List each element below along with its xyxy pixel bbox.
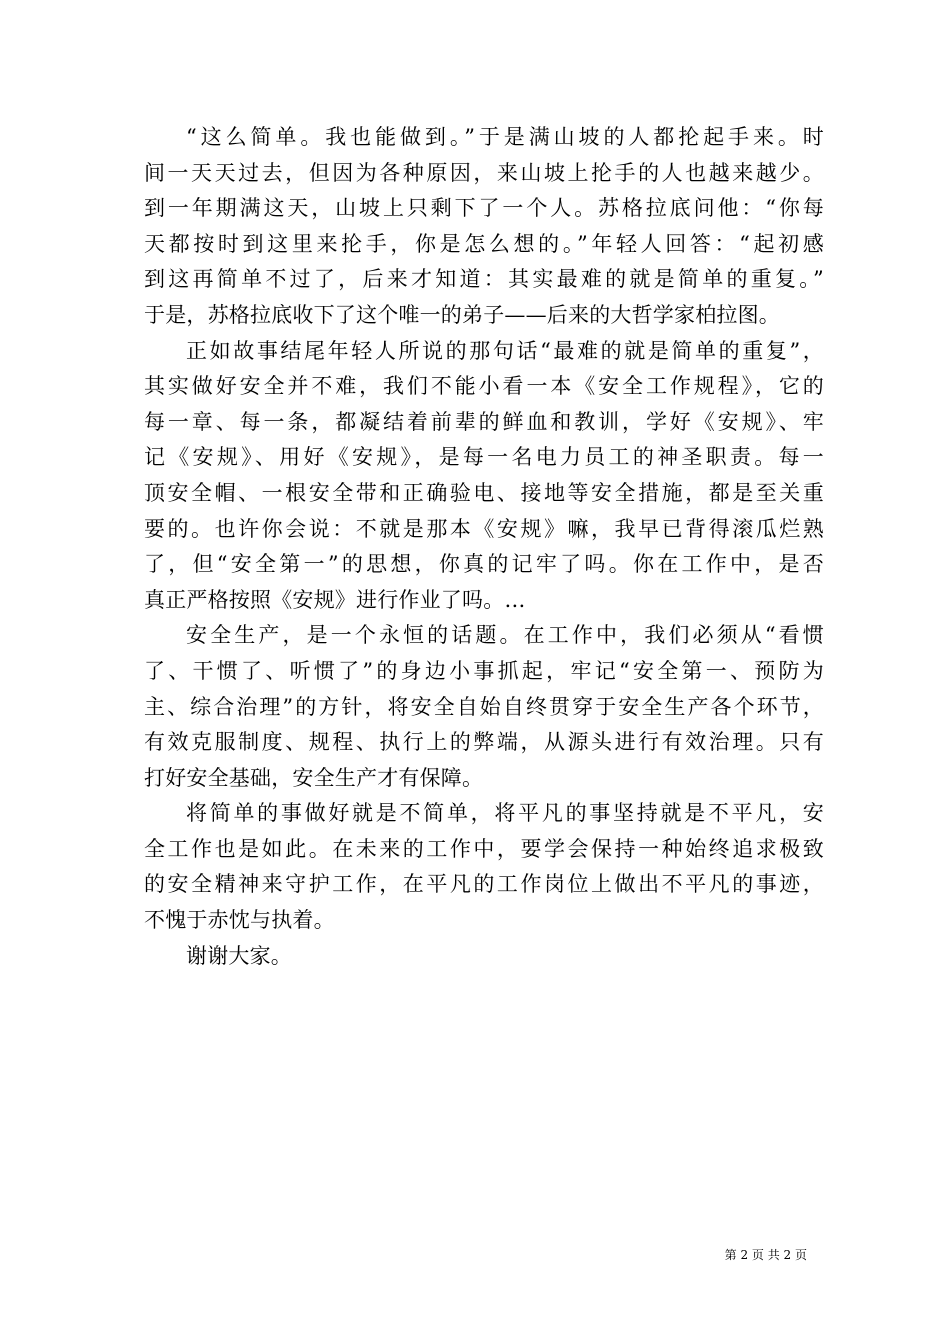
paragraph-3-line-3: 主、综合治理”的方针，将安全自始自终贯穿于安全生产各个环节， (144, 694, 824, 719)
paragraph-1-line-2: 间一天天过去，但因为各种原因，来山坡上抡手的人也越来越少。 (144, 160, 824, 185)
paragraph-2-line-8: 真正严格按照《安规》进行作业了吗。… (144, 587, 526, 612)
closing-line: 谢谢大家。 (186, 943, 292, 968)
paragraph-2-line-1: 正如故事结尾年轻人所说的那句话“最难的就是简单的重复”， (186, 338, 824, 363)
paragraph-2-line-2: 其实做好安全并不难，我们不能小看一本《安全工作规程》，它的 (144, 374, 824, 399)
paragraph-2-line-5: 顶安全帽、一根安全带和正确验电、接地等安全措施，都是至关重 (144, 480, 824, 505)
paragraph-1-line-4: 天都按时到这里来抡手，你是怎么想的。”年轻人回答：“起初感 (144, 231, 824, 256)
paragraph-2-line-6: 要的。也许你会说：不就是那本《安规》嘛，我早已背得滚瓜烂熟 (144, 516, 824, 541)
document-body (144, 120, 824, 974)
paragraph-4-line-1: 将简单的事做好就是不简单，将平凡的事坚持就是不平凡，安 (186, 801, 824, 826)
paragraph-4-line-4: 不愧于赤忱与执着。 (144, 908, 335, 933)
paragraph-1-line-6: 于是，苏格拉底收下了这个唯一的弟子——后来的大哲学家柏拉图。 (144, 302, 780, 327)
paragraph-2-line-4: 记《安规》、用好《安规》，是每一名电力员工的神圣职责。每一 (144, 445, 824, 470)
paragraph-4-line-3: 的安全精神来守护工作，在平凡的工作岗位上做出不平凡的事迹， (144, 872, 824, 897)
page-number-label: 第 2 页 共 2 页 (724, 1248, 807, 1262)
paragraph-3-line-4: 有效克服制度、规程、执行上的弊端，从源头进行有效治理。只有 (144, 730, 824, 755)
paragraph-4-line-2: 全工作也是如此。在未来的工作中，要学会保持一种始终追求极致 (144, 836, 824, 861)
paragraph-1-line-3: 到一年期满这天，山坡上只剩下了一个人。苏格拉底问他：“你每 (144, 196, 824, 221)
paragraph-3-line-5: 打好安全基础，安全生产才有保障。 (144, 765, 484, 790)
paragraph-1-line-5: 到这再简单不过了，后来才知道：其实最难的就是简单的重复。” (144, 267, 824, 292)
paragraph-3-line-2: 了、干惯了、听惯了”的身边小事抓起，牢记“安全第一、预防为 (144, 658, 824, 683)
paragraph-2-line-3: 每一章、每一条，都凝结着前辈的鲜血和教训，学好《安规》、牢 (144, 409, 824, 434)
paragraph-1-line-1: “这么简单。我也能做到。”于是满山坡的人都抡起手来。时 (186, 125, 824, 149)
page-footer (0, 1247, 807, 1263)
paragraph-2-line-7: 了，但“安全第一”的思想，你真的记牢了吗。你在工作中，是否 (144, 552, 824, 577)
paragraph-3-line-1: 安全生产，是一个永恒的话题。在工作中，我们必须从“看惯 (186, 623, 824, 648)
